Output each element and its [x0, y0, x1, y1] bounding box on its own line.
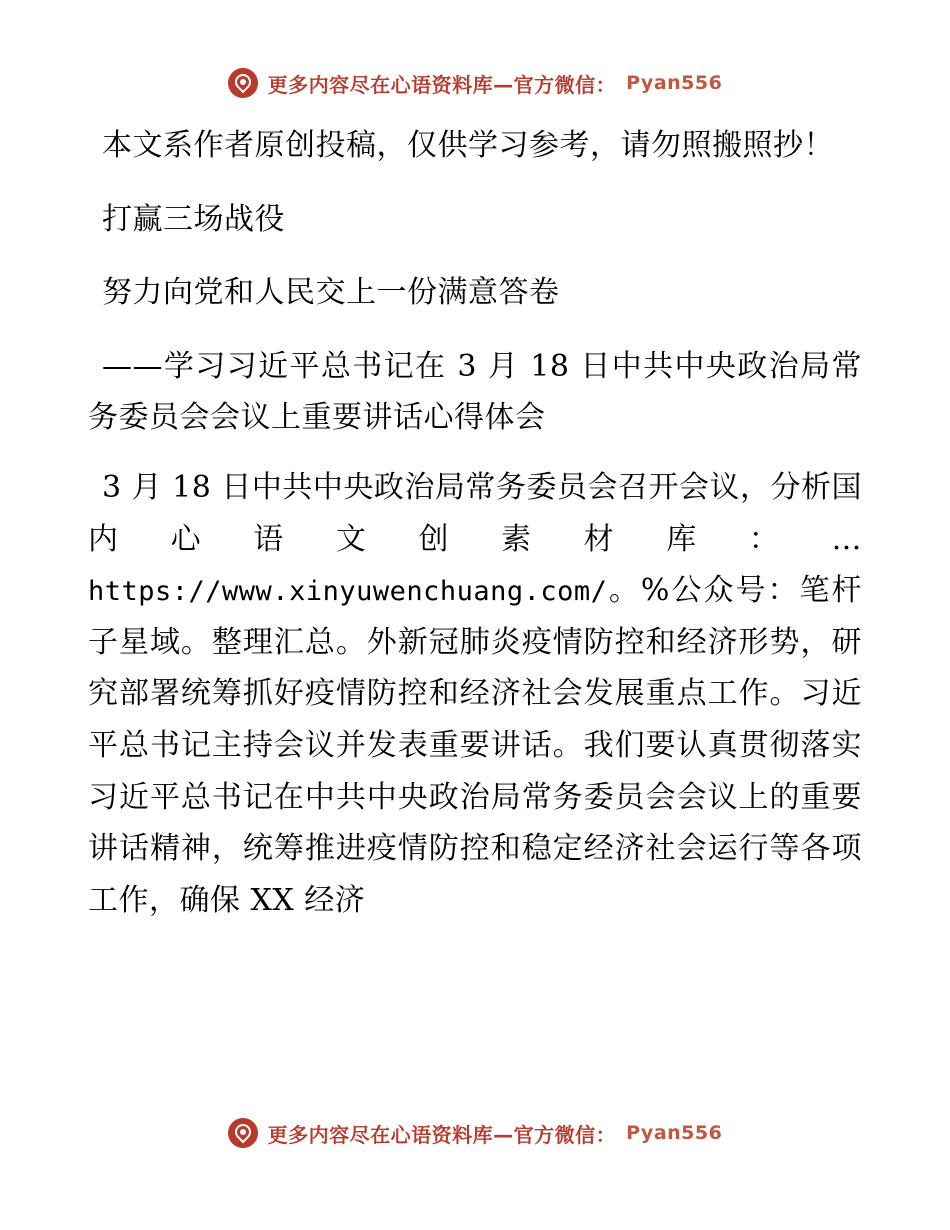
subtitle-paragraph: ——学习习近平总书记在 3 月 18 日中共中央政治局常务委员会会议上重要讲话心得体会	[88, 348, 862, 436]
body-text-part-1: 3 月 18 日中共中央政治局常务委员会召开会议，分析国内心语文创素材库：…	[88, 469, 862, 557]
disclaimer-paragraph: 本文系作者原创投稿，仅供学习参考，请勿照搬照抄！	[102, 128, 834, 163]
watermark-text: 更多内容尽在心语资料库—官方微信：	[267, 1122, 617, 1147]
watermark-footer	[0, 1118, 950, 1148]
body-url: https://www.xinyuwenchuang.com/	[88, 576, 608, 608]
document-content	[88, 120, 862, 936]
location-pin-icon	[228, 1118, 258, 1148]
title-line-2: 努力向党和人民交上一份满意答卷	[102, 275, 560, 311]
watermark-header	[0, 68, 950, 98]
body-text-part-2: 。%公众号：笔杆子星域。整理汇总。外新冠肺炎疫情防控和经济形势，研究部署统筹抓好疫情防控和经济社会发展重点工作。习近平总书记主持会议并发表重要讲话。我们要认真贯彻落实习近平总书记在中共中央政治局常务委员会会议上的重要讲话精神，统筹推进疫情防控和稳定经济社会运行等各项工作，确保 XX 经济	[88, 573, 862, 918]
watermark-text: 更多内容尽在心语资料库—官方微信：	[267, 72, 617, 97]
watermark-account: Pyan556	[626, 72, 723, 94]
location-pin-icon	[228, 68, 258, 98]
body-paragraph	[88, 462, 862, 926]
watermark-account: Pyan556	[626, 1122, 723, 1144]
title-line-1: 打赢三场战役	[102, 201, 285, 237]
